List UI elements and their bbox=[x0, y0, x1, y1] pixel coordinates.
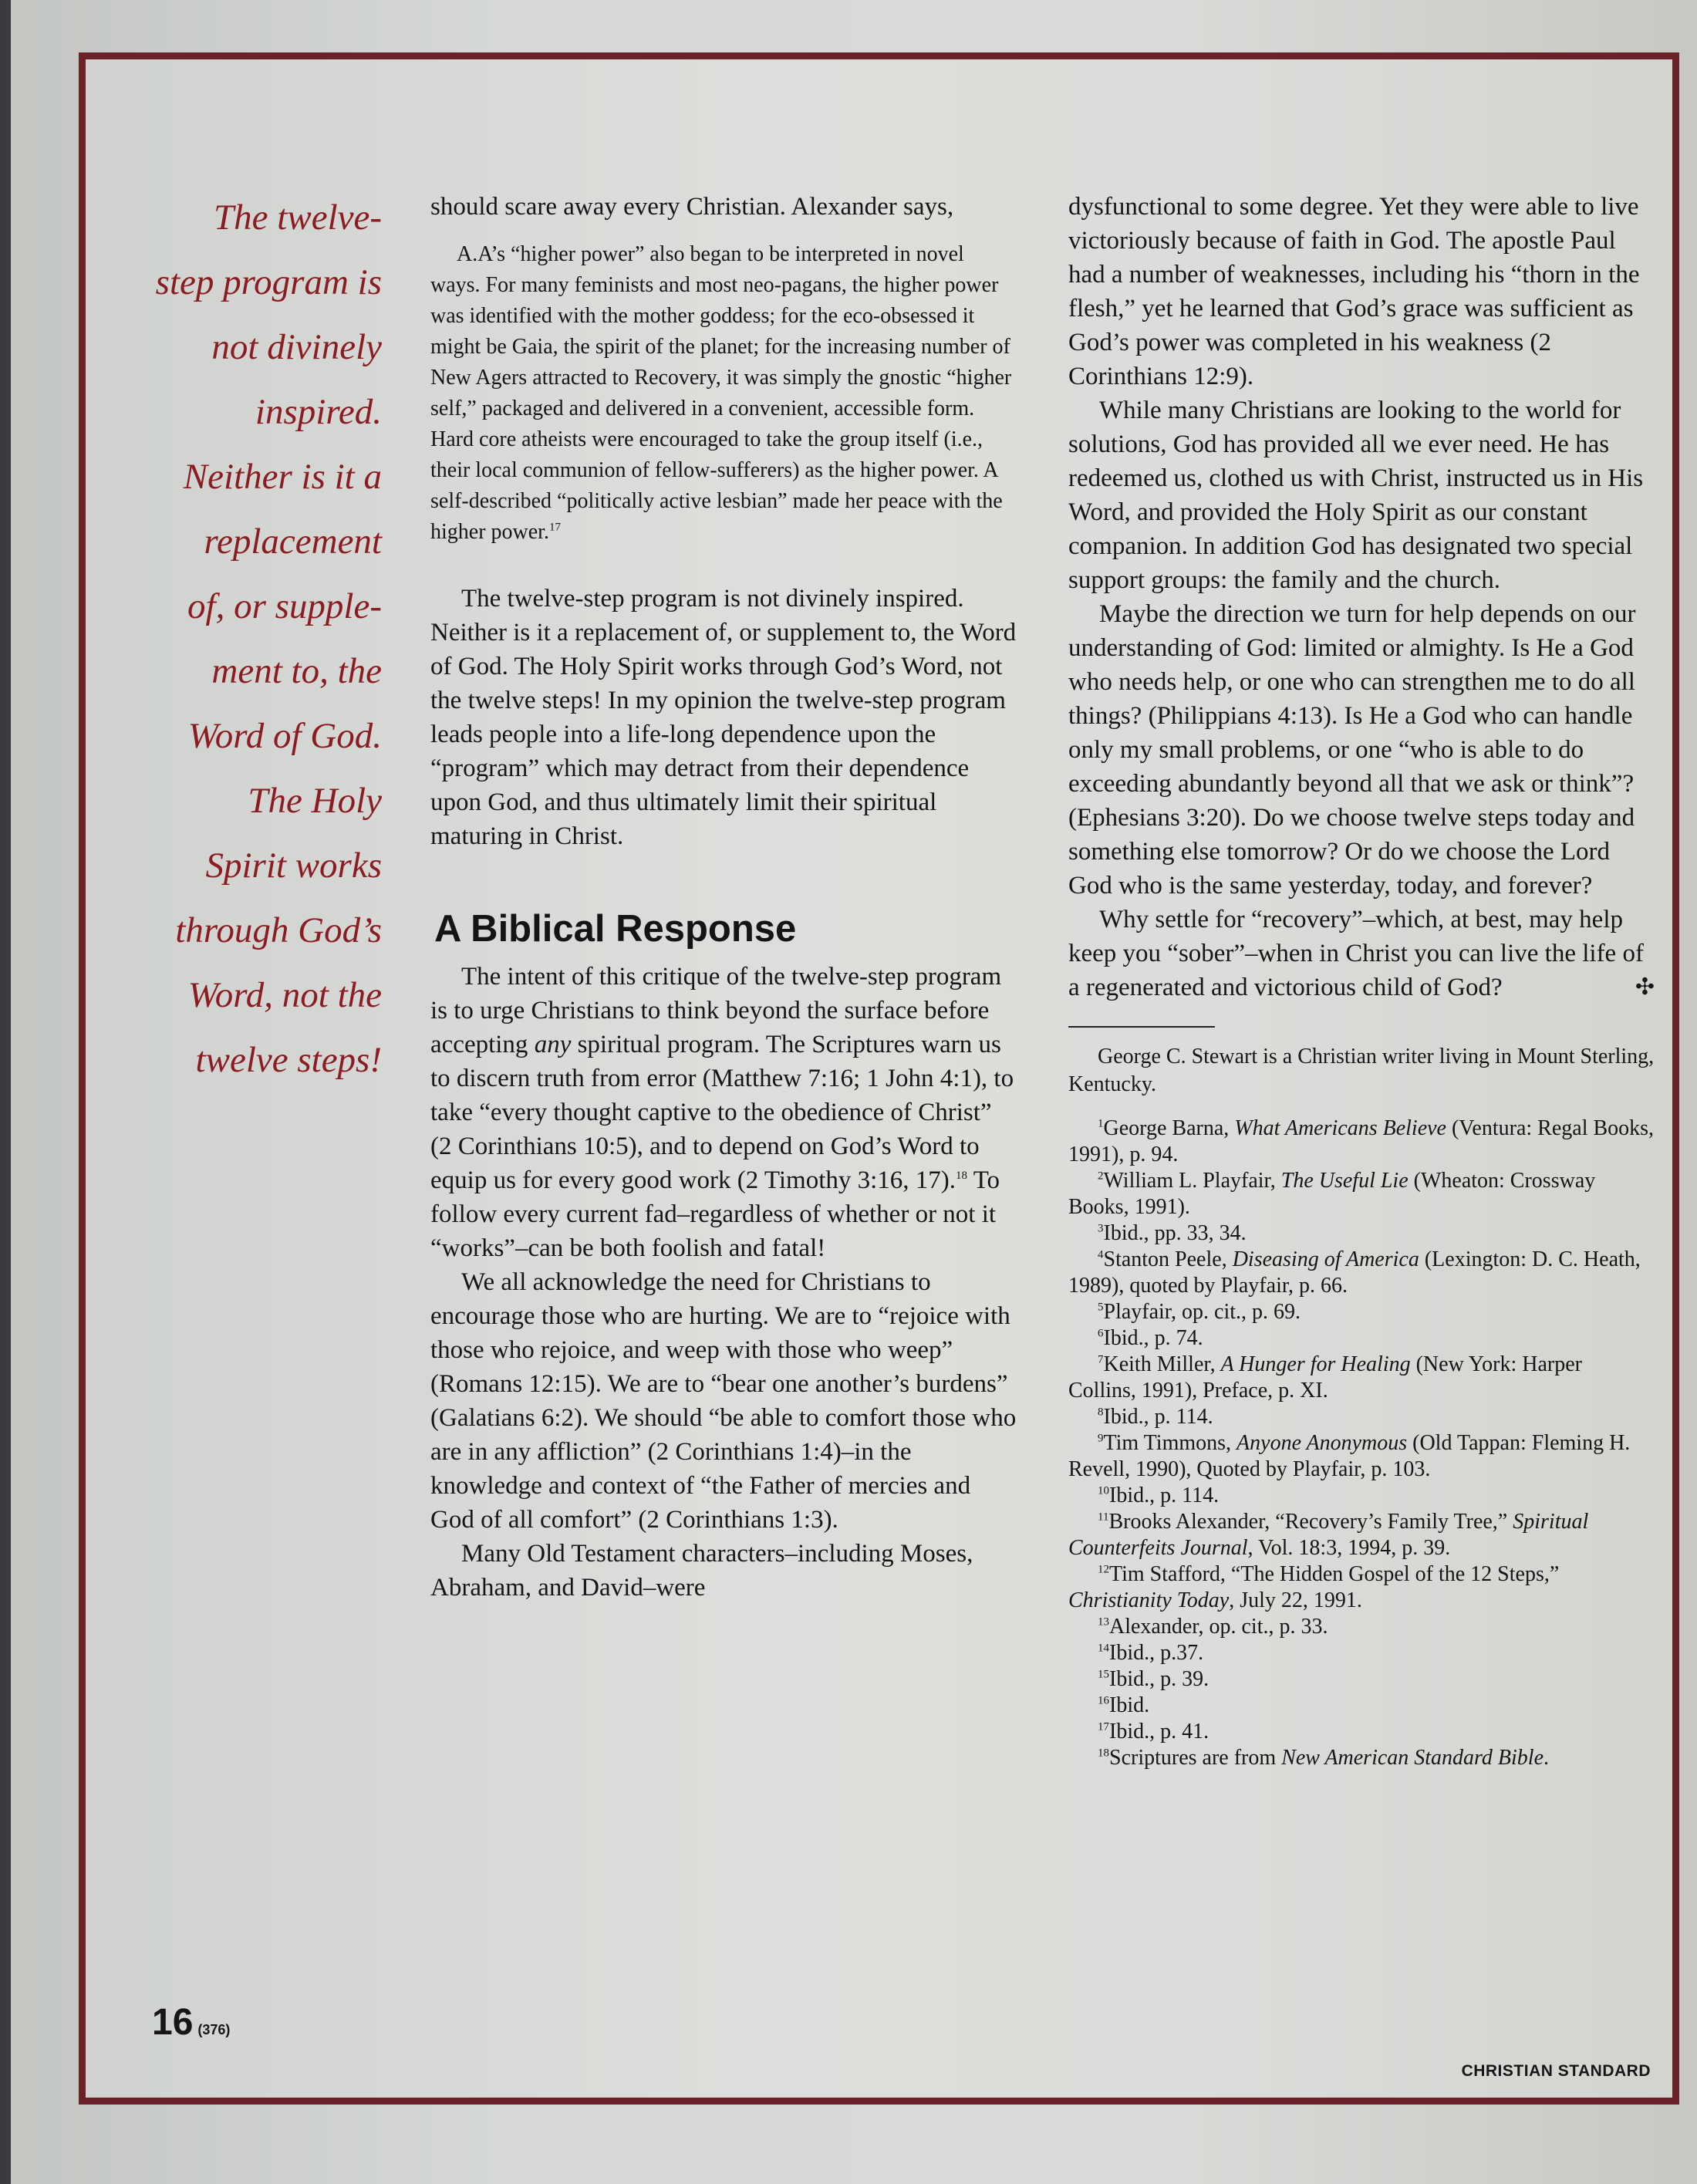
text-run: spiritual program. The Scriptures warn us to discern truth from error (Matthew 7:16; 1 John 4:1), to take “every thought captive to the obedience of Christ” (2 Corinthians 10:5), and to depend on God’s Word to equip us for every good work (2 Timothy 3:16, 17). bbox=[430, 1031, 1014, 1194]
footnote bbox=[1068, 1483, 1655, 1509]
footnote-text: Stanton Peele, bbox=[1103, 1247, 1233, 1271]
footnote-number: 12 bbox=[1098, 1563, 1109, 1576]
footnote bbox=[1068, 1509, 1655, 1561]
footnote-number: 5 bbox=[1098, 1301, 1104, 1314]
footnote-text: Ibid., p.37. bbox=[1109, 1641, 1204, 1665]
footnote bbox=[1068, 1168, 1655, 1220]
footnote-text: Playfair, op. cit., p. 69. bbox=[1103, 1300, 1301, 1324]
pull-quote-line: ment to, the bbox=[211, 651, 382, 691]
pull-quote-line: of, or supple- bbox=[187, 586, 382, 626]
paragraph: Maybe the direction we turn for help depends on our understanding of God: limited or almighty. Is He a God who needs help, or one who can strengthen me to do all things? (Philippians 4:13). Is He a God who can handle only my small problems, or one “who is able to do exceeding abundantly beyond all that we ask or think”? (Ephesians 3:20). Do we choose twelve steps today and something else tomorrow? Or do we choose the Lord God who is the same yesterday, today, and forever? bbox=[1068, 600, 1636, 900]
footnote-number: 2 bbox=[1098, 1170, 1104, 1183]
footnote-text: Keith Miller, bbox=[1103, 1352, 1221, 1376]
footnote-text: (Old Tappan: Fleming H. Revell, 1990), Quoted by Playfair, p. 103. bbox=[1068, 1431, 1631, 1481]
footnote bbox=[1068, 1719, 1655, 1745]
footnote-text: Tim Timmons, bbox=[1103, 1431, 1237, 1455]
footnote-title: Diseasing of America bbox=[1232, 1247, 1419, 1271]
footnote bbox=[1068, 1116, 1655, 1168]
footnote-ref: 18 bbox=[956, 1170, 968, 1182]
pull-quote-line: through God’s bbox=[175, 910, 382, 950]
footnote bbox=[1068, 1614, 1655, 1640]
footnote-number: 16 bbox=[1098, 1694, 1109, 1707]
footnote-number: 7 bbox=[1098, 1353, 1104, 1366]
footnote bbox=[1068, 1640, 1655, 1666]
running-footer-title: CHRISTIAN STANDARD bbox=[1461, 2062, 1651, 2080]
footnote-text: Ibid., p. 41. bbox=[1109, 1720, 1209, 1743]
footnote-text: Ibid., p. 74. bbox=[1103, 1326, 1203, 1350]
footnote-title: Spiritual Counterfeits Journal bbox=[1068, 1510, 1589, 1560]
paragraph bbox=[430, 960, 1017, 1265]
folio-number: 16 bbox=[152, 2002, 194, 2043]
footnote bbox=[1068, 1693, 1655, 1719]
footnote-text: Scriptures are from bbox=[1109, 1746, 1282, 1770]
footnote-number: 10 bbox=[1098, 1484, 1109, 1497]
footnote bbox=[1068, 1352, 1655, 1404]
paragraph: should scare away every Christian. Alexander says, bbox=[430, 193, 954, 221]
pull-quote-line: Word, not the bbox=[187, 975, 382, 1015]
footnotes bbox=[1068, 1116, 1655, 1771]
footnote-title: Christianity Today bbox=[1068, 1588, 1230, 1612]
pull-quote-line: not divinely bbox=[211, 327, 382, 367]
footnote-title: The Useful Lie bbox=[1280, 1169, 1409, 1193]
footnote-text: Brooks Alexander, “Recovery’s Family Tree,” bbox=[1108, 1510, 1513, 1534]
footnote-text: Ibid., pp. 33, 34. bbox=[1103, 1221, 1247, 1245]
footnote-number: 3 bbox=[1098, 1222, 1104, 1235]
footnote-title: New American Standard Bible bbox=[1281, 1746, 1543, 1770]
footnote bbox=[1068, 1325, 1655, 1352]
footnote-text: Ibid., p. 114. bbox=[1103, 1405, 1213, 1429]
pull-quote-line: Spirit works bbox=[205, 846, 382, 886]
column-right bbox=[1068, 190, 1655, 1771]
page-number bbox=[152, 2001, 230, 2044]
footnote-title: What Americans Believe bbox=[1234, 1116, 1446, 1140]
footnote bbox=[1068, 1745, 1655, 1771]
section-heading: A Biblical Response bbox=[434, 908, 797, 950]
text-run: The intent of this critique of the twelve-step program is to urge Christians to think beyond the surface before accepting bbox=[430, 963, 1002, 1058]
footnote bbox=[1068, 1299, 1655, 1325]
pull-quote-line: twelve steps! bbox=[195, 1040, 382, 1080]
footnote-text: Tim Stafford, “The Hidden Gospel of the 12 Steps,” bbox=[1109, 1562, 1560, 1586]
footnote-number: 8 bbox=[1098, 1406, 1104, 1419]
pull-quote-line: replacement bbox=[204, 522, 382, 562]
pull-quote-line: inspired. bbox=[255, 392, 382, 432]
end-mark-icon: ✣ bbox=[1635, 974, 1655, 1000]
block-quote bbox=[430, 239, 1017, 548]
footnote bbox=[1068, 1561, 1655, 1614]
binding-spine bbox=[0, 0, 11, 2184]
divider-rule bbox=[1068, 1026, 1215, 1028]
footnote bbox=[1068, 1666, 1655, 1693]
footnote-text: Ibid., p. 114. bbox=[1109, 1484, 1220, 1507]
footnote-number: 11 bbox=[1098, 1511, 1109, 1524]
pull-quote-line: The twelve- bbox=[214, 197, 382, 238]
emphasis: any bbox=[534, 1031, 572, 1058]
footnote-text: , July 22, 1991. bbox=[1229, 1588, 1362, 1612]
footnote-text: Ibid., p. 39. bbox=[1109, 1667, 1209, 1691]
footnote-number: 13 bbox=[1098, 1615, 1109, 1629]
footnote-number: 4 bbox=[1098, 1248, 1104, 1261]
paragraph: Many Old Testament characters–including Moses, Abraham, and David–were bbox=[430, 1540, 973, 1602]
text-run: To follow every current fad–regardless of whether or not it “works”–can be both foolish and fatal! bbox=[430, 1166, 1000, 1262]
footnote-text: (New York: Harper Collins, 1991), Preface, p. XI. bbox=[1068, 1352, 1583, 1403]
author-bio: George C. Stewart is a Christian writer living in Mount Sterling, Kentucky. bbox=[1068, 1045, 1655, 1096]
footnote-number: 14 bbox=[1098, 1642, 1109, 1655]
paragraph: The twelve-step program is not divinely inspired. Neither is it a replacement of, or supplement to, the Word of God. The Holy Spirit works through God’s Word, not the twelve steps! In my opinion the twelve-step program leads people into a life-long dependence upon the “program” which may detract from their dependence upon God, and thus ultimately limit their spiritual maturing in Christ. bbox=[430, 585, 1017, 850]
footnote-text: William L. Playfair, bbox=[1103, 1169, 1281, 1193]
footnote-number: 6 bbox=[1098, 1327, 1104, 1340]
footnote-number: 1 bbox=[1098, 1117, 1104, 1130]
footnote-text: (Ventura: Regal Books, 1991), p. 94. bbox=[1068, 1116, 1655, 1166]
footnote-text: (Wheaton: Crossway Books, 1991). bbox=[1068, 1169, 1596, 1219]
paragraph: We all acknowledge the need for Christians to encourage those who are hurting. We are to “rejoice with those who rejoice, and weep with those who weep” (Romans 12:15). We are to “bear one another’s burdens” (Galatians 6:2). We should “be able to comfort those who are in any affliction” (2 Corinthians 1:4)–in the knowledge and context of “the Father of mercies and God of all comfort” (2 Corinthians 1:3). bbox=[430, 1268, 1017, 1534]
text-run: Why settle for “recovery”–which, at best, may help keep you “sober”–when in Christ you can live the life of a regenerated and victorious child of God? bbox=[1068, 906, 1644, 1001]
footnote-text: Alexander, op. cit., p. 33. bbox=[1109, 1615, 1328, 1639]
column-middle bbox=[430, 190, 1017, 1605]
folio-issue-page: (376) bbox=[197, 2022, 231, 2037]
footnote-text: George Barna, bbox=[1103, 1116, 1235, 1140]
pull-quote-line: The Holy bbox=[248, 781, 382, 821]
footnote-ref: 17 bbox=[548, 521, 561, 534]
footnote-number: 18 bbox=[1098, 1747, 1109, 1760]
paragraph bbox=[1068, 903, 1655, 1004]
footnote bbox=[1068, 1430, 1655, 1483]
block-quote-text: A.A’s “higher power” also began to be interpreted in novel ways. For many feminists and most neo-pagans, the higher power was identified with the mother goddess; for the eco-obsessed it might be Gaia, the spirit of the planet; for the increasing number of New Agers attracted to Recovery, it was simply the gnostic “higher self,” packaged and delivered in a convenient, accessible form. Hard core atheists were encouraged to take the group itself (i.e., their local communion of fellow-sufferers) as the higher power. A self-described “politically active lesbian” made her peace with the higher power. bbox=[430, 242, 1012, 544]
footnote-text: . bbox=[1543, 1746, 1549, 1770]
footnote-text: (Lexington: D. C. Heath, 1989), quoted by Playfair, p. 66. bbox=[1068, 1247, 1641, 1298]
pull-quote-line: Neither is it a bbox=[183, 457, 382, 497]
pull-quote-line: step program is bbox=[155, 262, 382, 302]
footnote-title: Anyone Anonymous bbox=[1236, 1431, 1408, 1455]
pull-quote bbox=[100, 185, 382, 1092]
pull-quote-line: Word of God. bbox=[187, 716, 382, 756]
footnote bbox=[1068, 1220, 1655, 1247]
footnote-text: , Vol. 18:3, 1994, p. 39. bbox=[1247, 1536, 1451, 1560]
paragraph: While many Christians are looking to the world for solutions, God has provided all we ever need. He has redeemed us, clothed us with Christ, instructed us in His Word, and provided the Holy Spirit as our constant companion. In addition God has designated two special support groups: the family and the church. bbox=[1068, 397, 1644, 594]
footnote bbox=[1068, 1404, 1655, 1430]
paragraph: dysfunctional to some degree. Yet they were able to live victoriously because of faith in God. The apostle Paul had a number of weaknesses, including his “thorn in the flesh,” yet he learned that God’s grace was sufficient as God’s power was completed in his weakness (2 Corinthians 12:9). bbox=[1068, 193, 1640, 390]
footnote-number: 9 bbox=[1098, 1432, 1104, 1445]
footnote-title: A Hunger for Healing bbox=[1220, 1352, 1411, 1376]
footnote-number: 15 bbox=[1098, 1668, 1109, 1681]
footnote bbox=[1068, 1247, 1655, 1299]
footnote-text: Ibid. bbox=[1109, 1693, 1150, 1717]
footnote-number: 17 bbox=[1098, 1720, 1109, 1733]
